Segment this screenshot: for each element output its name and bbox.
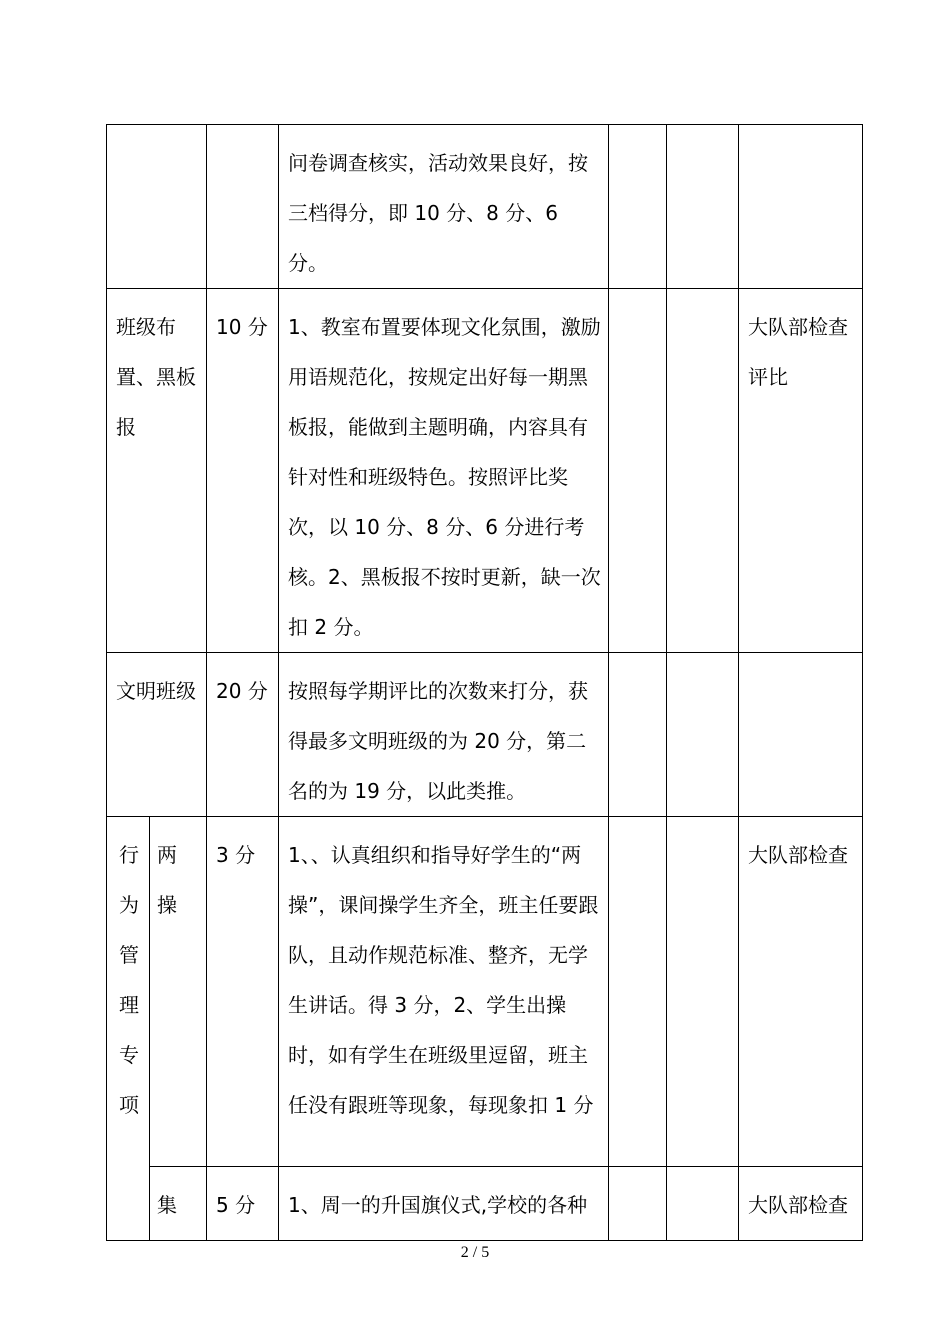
blank-cell: [609, 1167, 667, 1241]
table-row: [107, 289, 863, 653]
score-cell: 10 分: [207, 289, 279, 653]
content-cell: 1、周一的升国旗仪式,学校的各种: [279, 1167, 609, 1241]
content-cell: 1、、认真组织和指导好学生的“两操”，课间操学生齐全，班主任要跟队，且动作规范标准、整齐，无学生讲话。得 3 分，2、学生出操时，如有学生在班级里逗留，班主任没有跟班等现象，每现象扣 1 分: [279, 817, 609, 1167]
score-cell: 3 分: [207, 817, 279, 1167]
method-cell: [739, 653, 863, 817]
sub-item-label: 两操: [157, 843, 177, 917]
content-cell: 问卷调查核实，活动效果良好，按三档得分，即 10 分、8 分、6 分。: [279, 125, 609, 289]
sub-item-label: 集: [157, 1193, 177, 1217]
table-row: [107, 1167, 863, 1241]
group-label-cell: [107, 817, 150, 1241]
score-cell: 20 分: [207, 653, 279, 817]
blank-cell: [667, 1167, 739, 1241]
table-row: [107, 125, 863, 289]
item-cell: 文明班级: [107, 653, 207, 817]
sub-item-cell: [150, 817, 207, 1167]
blank-cell: [667, 653, 739, 817]
method-cell: 大队部检查评比: [739, 289, 863, 653]
table-row: [107, 817, 863, 1167]
item-cell: [107, 125, 207, 289]
blank-cell: [667, 125, 739, 289]
blank-cell: [667, 817, 739, 1167]
blank-cell: [609, 125, 667, 289]
content-cell: 1、教室布置要体现文化氛围，激励用语规范化，按规定出好每一期黑板报，能做到主题明确，内容具有针对性和班级特色。按照评比奖次，以 10 分、8 分、6 分进行考核。2、黑板报不按时更新，缺一次扣 2 分。: [279, 289, 609, 653]
evaluation-table: [106, 124, 863, 1241]
score-cell: [207, 125, 279, 289]
group-label: 行为管理专项: [119, 843, 139, 1117]
method-cell: 大队部检查: [739, 817, 863, 1167]
blank-cell: [667, 289, 739, 653]
content-cell: 按照每学期评比的次数来打分，获得最多文明班级的为 20 分，第二名的为 19 分，以此类推。: [279, 653, 609, 817]
blank-cell: [609, 817, 667, 1167]
score-cell: 5 分: [207, 1167, 279, 1241]
table-row: [107, 653, 863, 817]
page-number: 2 / 5: [460, 1244, 490, 1261]
blank-cell: [609, 289, 667, 653]
method-cell: 大队部检查: [739, 1167, 863, 1241]
blank-cell: [609, 653, 667, 817]
method-cell: [739, 125, 863, 289]
item-cell: 班级布置、黑板报: [107, 289, 207, 653]
sub-item-cell: [150, 1167, 207, 1241]
